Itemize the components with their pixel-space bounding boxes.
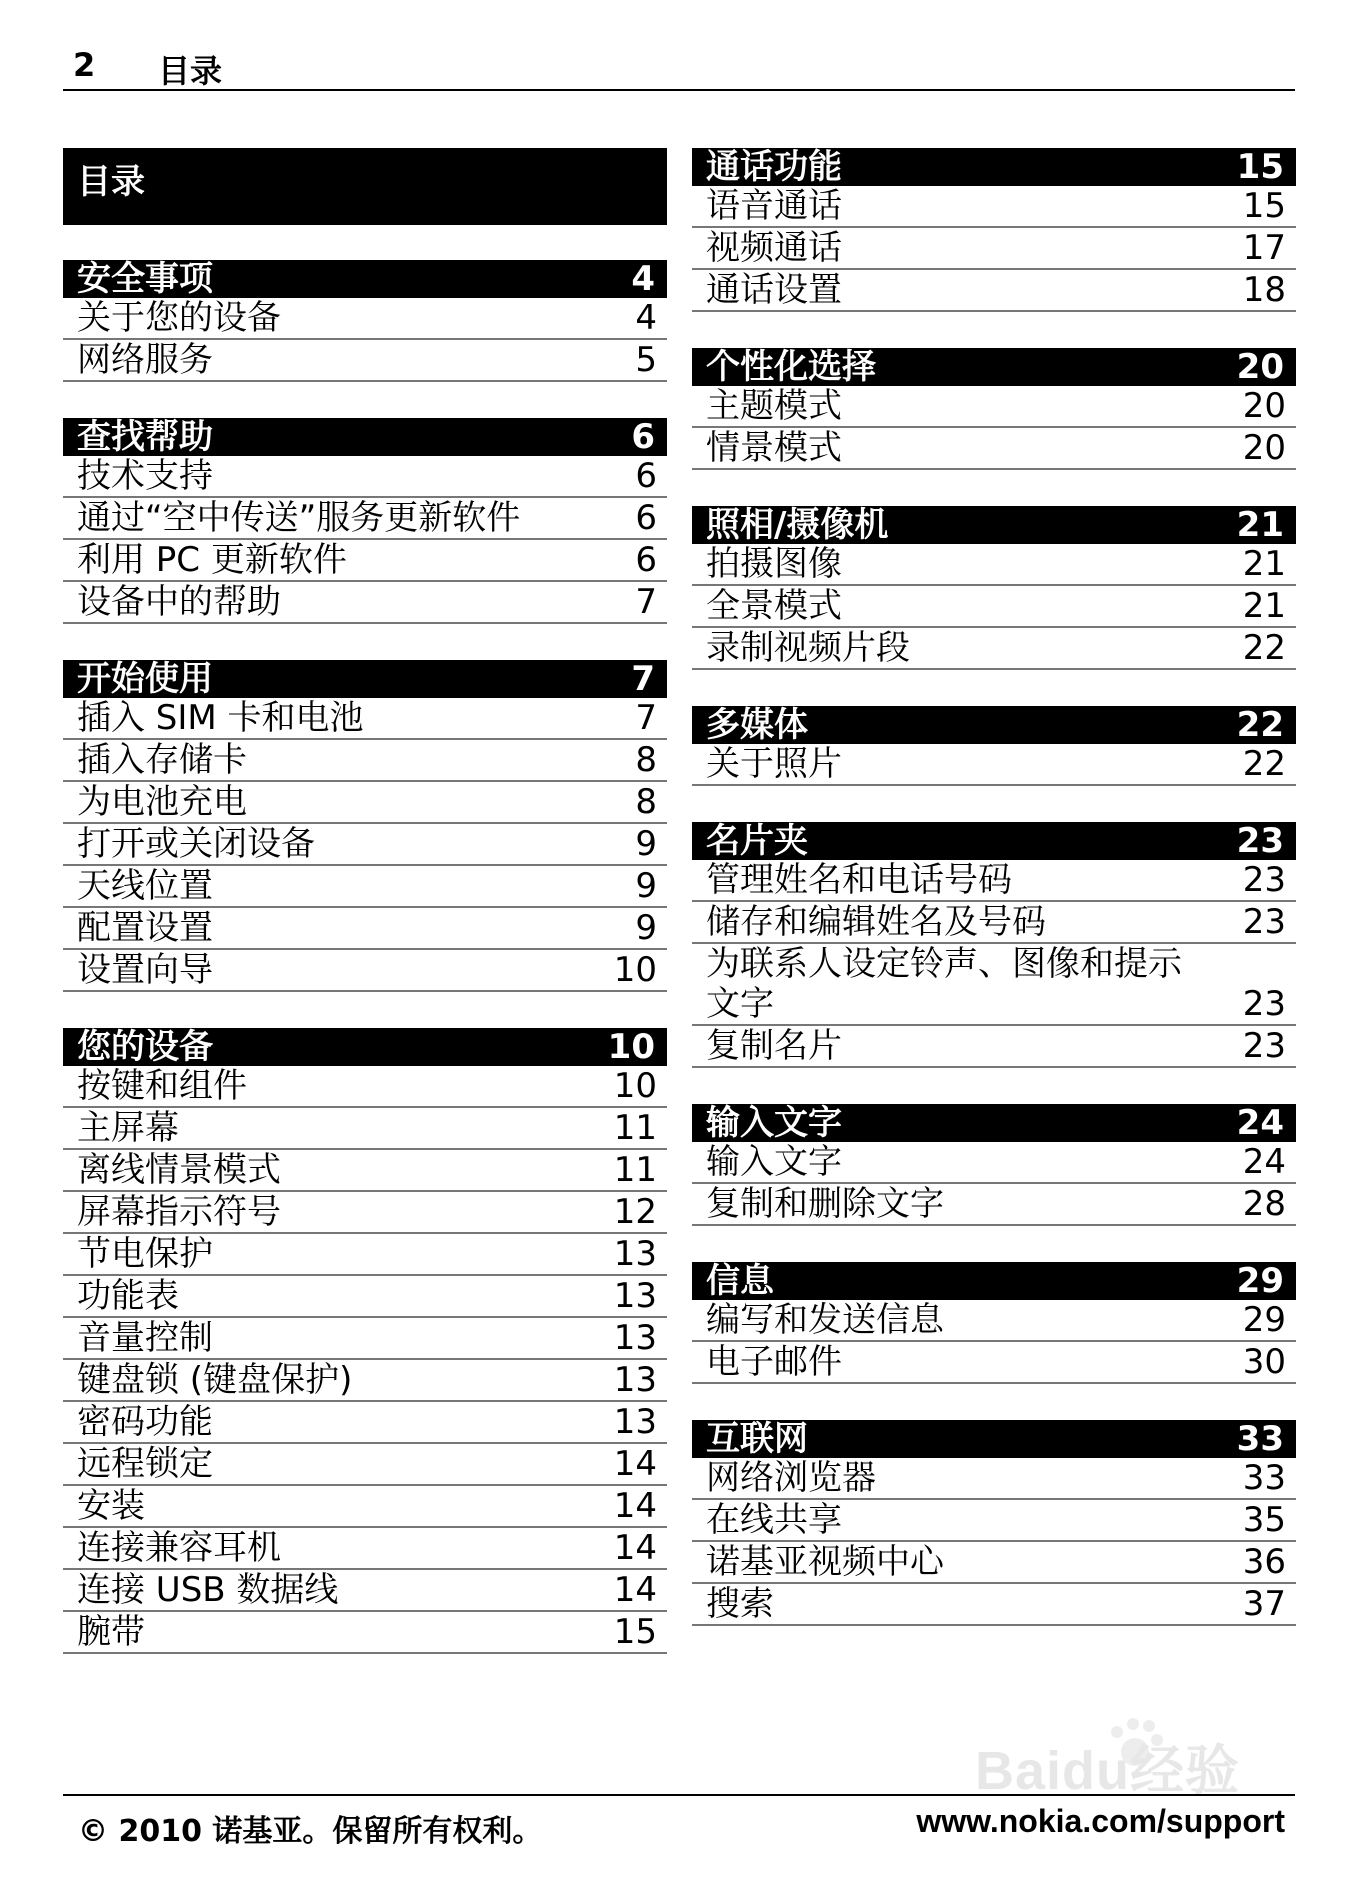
- toc-section: [692, 1262, 1296, 1384]
- entry-page: 8: [635, 740, 657, 780]
- toc-entry[interactable]: [63, 1066, 667, 1108]
- entry-title: 天线位置: [77, 866, 213, 906]
- entry-title: 复制名片: [706, 1026, 842, 1066]
- entry-title: 主题模式: [706, 386, 842, 426]
- toc-entry[interactable]: [692, 1184, 1296, 1226]
- entry-page: 12: [613, 1192, 657, 1232]
- entry-title: 网络浏览器: [706, 1458, 876, 1498]
- entry-title: 视频通话: [706, 228, 842, 268]
- entry-page: 28: [1242, 1184, 1286, 1224]
- toc-section: [63, 1028, 667, 1654]
- toc-entry[interactable]: [692, 744, 1296, 786]
- header-title: 目录: [158, 52, 223, 90]
- section-title: 开始使用: [77, 659, 213, 699]
- entry-title: 诺基亚视频中心: [706, 1542, 944, 1582]
- entry-page: 14: [613, 1528, 657, 1568]
- toc-entry[interactable]: [692, 186, 1296, 228]
- entry-title: 复制和删除文字: [706, 1184, 944, 1224]
- entry-title: 离线情景模式: [77, 1150, 281, 1190]
- entry-page: 23: [1242, 984, 1286, 1024]
- entry-page: 15: [613, 1612, 657, 1652]
- toc-section: [692, 706, 1296, 786]
- toc-section: [692, 348, 1296, 470]
- toc-entry[interactable]: [63, 740, 667, 782]
- entry-title: 通话设置: [706, 270, 842, 310]
- toc-entry[interactable]: [692, 860, 1296, 902]
- toc-entry[interactable]: [63, 866, 667, 908]
- entry-page: 14: [613, 1570, 657, 1610]
- support-url[interactable]: www.nokia.com/support: [916, 1803, 1285, 1839]
- toc-section: [692, 1104, 1296, 1226]
- entry-page: 23: [1242, 1026, 1286, 1066]
- section-title: 查找帮助: [77, 417, 213, 457]
- entry-title: 为联系人设定铃声、图像和提示文字: [706, 944, 1182, 1024]
- entry-page: 13: [613, 1318, 657, 1358]
- toc-left-column: [63, 148, 667, 1690]
- entry-page: 22: [1242, 744, 1286, 784]
- entry-page: 21: [1242, 544, 1286, 584]
- entry-page: 9: [635, 824, 657, 864]
- section-title: 个性化选择: [706, 347, 876, 387]
- section-heading[interactable]: [692, 348, 1296, 386]
- toc-entry[interactable]: [692, 1342, 1296, 1384]
- entry-page: 20: [1242, 428, 1286, 468]
- entry-page: 29: [1242, 1300, 1286, 1340]
- entry-page: 9: [635, 908, 657, 948]
- entry-title: 录制视频片段: [706, 628, 910, 668]
- entry-title: 通过“空中传送”服务更新软件: [77, 498, 521, 538]
- toc-entry[interactable]: [692, 428, 1296, 470]
- toc-entry[interactable]: [63, 1528, 667, 1570]
- section-title: 信息: [706, 1261, 774, 1301]
- section-title: 输入文字: [706, 1103, 842, 1143]
- section-heading[interactable]: [692, 822, 1296, 860]
- entry-page: 7: [635, 582, 657, 622]
- page-header: [63, 46, 1295, 91]
- entry-page: 13: [613, 1234, 657, 1274]
- toc-section: [63, 418, 667, 624]
- toc-entry[interactable]: [692, 1500, 1296, 1542]
- entry-title: 打开或关闭设备: [77, 824, 315, 864]
- toc-entry[interactable]: [63, 1612, 667, 1654]
- section-page: 15: [1236, 147, 1284, 187]
- entry-title: 音量控制: [77, 1318, 213, 1358]
- section-heading[interactable]: [692, 148, 1296, 186]
- toc-entry[interactable]: [63, 1402, 667, 1444]
- toc-entry[interactable]: [63, 298, 667, 340]
- section-heading[interactable]: [63, 418, 667, 456]
- section-title: 您的设备: [77, 1027, 213, 1067]
- entry-title: 按键和组件: [77, 1066, 247, 1106]
- entry-title: 腕带: [77, 1612, 145, 1652]
- toc-section: [692, 148, 1296, 312]
- entry-page: 9: [635, 866, 657, 906]
- section-page: 21: [1236, 505, 1284, 545]
- toc-entry[interactable]: [63, 1234, 667, 1276]
- entry-page: 14: [613, 1444, 657, 1484]
- section-page: 23: [1236, 821, 1284, 861]
- watermark-text: Baidu经验: [975, 1741, 1241, 1801]
- toc-entry[interactable]: [63, 1318, 667, 1360]
- entry-page: 20: [1242, 386, 1286, 426]
- entry-title: 管理姓名和电话号码: [706, 860, 1012, 900]
- baidu-watermark: [975, 1710, 1285, 1801]
- toc-entry[interactable]: [692, 586, 1296, 628]
- entry-page: 4: [635, 298, 657, 338]
- entry-page: 6: [635, 456, 657, 496]
- entry-title: 技术支持: [77, 456, 213, 496]
- section-page: 7: [631, 659, 655, 699]
- entry-title: 连接兼容耳机: [77, 1528, 281, 1568]
- section-page: 33: [1236, 1419, 1284, 1459]
- entry-page: 23: [1242, 860, 1286, 900]
- entry-title: 输入文字: [706, 1142, 842, 1182]
- toc-entry[interactable]: [63, 824, 667, 866]
- section-page: 20: [1236, 347, 1284, 387]
- toc-section: [692, 506, 1296, 670]
- entry-page: 6: [635, 498, 657, 538]
- toc-entry[interactable]: [63, 340, 667, 382]
- entry-title: 网络服务: [77, 340, 213, 380]
- section-page: 10: [607, 1027, 655, 1067]
- toc-entry[interactable]: [692, 386, 1296, 428]
- entry-page: 8: [635, 782, 657, 822]
- section-title: 照相/摄像机: [706, 505, 889, 545]
- toc-entry[interactable]: [63, 908, 667, 950]
- toc-entry[interactable]: [63, 1150, 667, 1192]
- entry-page: 15: [1242, 186, 1286, 226]
- entry-title: 编写和发送信息: [706, 1300, 944, 1340]
- entry-page: 30: [1242, 1342, 1286, 1382]
- toc-entry[interactable]: [63, 950, 667, 992]
- entry-title: 屏幕指示符号: [77, 1192, 281, 1232]
- entry-title: 设备中的帮助: [77, 582, 281, 622]
- toc-entry[interactable]: [63, 540, 667, 582]
- section-title: 安全事项: [77, 259, 213, 299]
- toc-entry[interactable]: [63, 698, 667, 740]
- section-page: 4: [631, 259, 655, 299]
- entry-page: 13: [613, 1276, 657, 1316]
- entry-title: 插入存储卡: [77, 740, 247, 780]
- entry-page: 11: [613, 1108, 657, 1148]
- entry-page: 6: [635, 540, 657, 580]
- entry-page: 13: [613, 1402, 657, 1442]
- entry-page: 11: [613, 1150, 657, 1190]
- entry-page: 21: [1242, 586, 1286, 626]
- entry-page: 36: [1242, 1542, 1286, 1582]
- section-heading[interactable]: [692, 1104, 1296, 1142]
- section-page: 6: [631, 417, 655, 457]
- entry-title: 全景模式: [706, 586, 842, 626]
- entry-page: 22: [1242, 628, 1286, 668]
- entry-page: 33: [1242, 1458, 1286, 1498]
- entry-title: 储存和编辑姓名及号码: [706, 902, 1046, 942]
- toc-right-column: [692, 148, 1296, 1662]
- toc-entry[interactable]: [692, 1300, 1296, 1342]
- entry-title: 功能表: [77, 1276, 179, 1316]
- toc-entry[interactable]: [692, 902, 1296, 944]
- entry-title: 语音通话: [706, 186, 842, 226]
- toc-entry[interactable]: [63, 456, 667, 498]
- entry-page: 18: [1242, 270, 1286, 310]
- section-heading[interactable]: [63, 1028, 667, 1066]
- toc-entry[interactable]: [692, 944, 1296, 1026]
- entry-title: 为电池充电: [77, 782, 247, 822]
- entry-title: 键盘锁 (键盘保护): [77, 1360, 353, 1400]
- section-title: 多媒体: [706, 705, 808, 745]
- section-heading[interactable]: [692, 1262, 1296, 1300]
- entry-page: 37: [1242, 1584, 1286, 1624]
- toc-entry[interactable]: [692, 1584, 1296, 1626]
- toc-entry[interactable]: [692, 228, 1296, 270]
- entry-page: 10: [613, 950, 657, 990]
- entry-title: 关于照片: [706, 744, 842, 784]
- footer-rule: [63, 1794, 1295, 1796]
- entry-title: 主屏幕: [77, 1108, 179, 1148]
- entry-title: 在线共享: [706, 1500, 842, 1540]
- toc-entry[interactable]: [63, 1192, 667, 1234]
- entry-page: 5: [635, 340, 657, 380]
- toc-entry[interactable]: [63, 1486, 667, 1528]
- section-title: 名片夹: [706, 821, 808, 861]
- section-page: 22: [1236, 705, 1284, 745]
- entry-title: 设置向导: [77, 950, 213, 990]
- entry-title: 远程锁定: [77, 1444, 213, 1484]
- toc-entry[interactable]: [63, 1276, 667, 1318]
- toc-entry[interactable]: [692, 1458, 1296, 1500]
- toc-entry[interactable]: [692, 628, 1296, 670]
- toc-entry[interactable]: [692, 270, 1296, 312]
- entry-title: 密码功能: [77, 1402, 213, 1442]
- entry-page: 14: [613, 1486, 657, 1526]
- entry-title: 拍摄图像: [706, 544, 842, 584]
- entry-page: 24: [1242, 1142, 1286, 1182]
- entry-title: 节电保护: [77, 1234, 213, 1274]
- toc-entry[interactable]: [63, 1360, 667, 1402]
- toc-entry[interactable]: [63, 1570, 667, 1612]
- section-heading[interactable]: [63, 260, 667, 298]
- section-title: 互联网: [706, 1419, 808, 1459]
- section-heading[interactable]: [692, 506, 1296, 544]
- entry-title: 搜索: [706, 1584, 774, 1624]
- toc-entry[interactable]: [692, 1026, 1296, 1068]
- toc-section: [692, 822, 1296, 1068]
- toc-title: 目录: [63, 148, 667, 225]
- entry-page: 10: [613, 1066, 657, 1106]
- entry-title: 配置设置: [77, 908, 213, 948]
- entry-page: 13: [613, 1360, 657, 1400]
- toc-entry[interactable]: [63, 582, 667, 624]
- toc-entry[interactable]: [692, 1542, 1296, 1584]
- page-number: 2: [73, 46, 96, 84]
- toc-entry[interactable]: [63, 1444, 667, 1486]
- toc-entry[interactable]: [692, 544, 1296, 586]
- copyright: © 2010 诺基亚。保留所有权利。: [78, 1814, 543, 1849]
- entry-page: 7: [635, 698, 657, 738]
- toc-entry[interactable]: [63, 498, 667, 540]
- section-heading[interactable]: [63, 660, 667, 698]
- toc-section: [63, 260, 667, 382]
- section-heading[interactable]: [692, 1420, 1296, 1458]
- section-page: 24: [1236, 1103, 1284, 1143]
- section-heading[interactable]: [692, 706, 1296, 744]
- toc-section: [63, 660, 667, 992]
- entry-title: 电子邮件: [706, 1342, 842, 1382]
- entry-title: 关于您的设备: [77, 298, 281, 338]
- toc-entry[interactable]: [63, 1108, 667, 1150]
- section-page: 29: [1236, 1261, 1284, 1301]
- entry-title: 情景模式: [706, 428, 842, 468]
- entry-title: 安装: [77, 1486, 145, 1526]
- entry-page: 23: [1242, 902, 1286, 942]
- toc-section: [692, 1420, 1296, 1626]
- entry-title: 利用 PC 更新软件: [77, 540, 347, 580]
- toc-entry[interactable]: [63, 782, 667, 824]
- toc-entry[interactable]: [692, 1142, 1296, 1184]
- entry-page: 17: [1242, 228, 1286, 268]
- entry-title: 插入 SIM 卡和电池: [77, 698, 364, 738]
- entry-title: 连接 USB 数据线: [77, 1570, 339, 1610]
- section-title: 通话功能: [706, 147, 842, 187]
- entry-page: 35: [1242, 1500, 1286, 1540]
